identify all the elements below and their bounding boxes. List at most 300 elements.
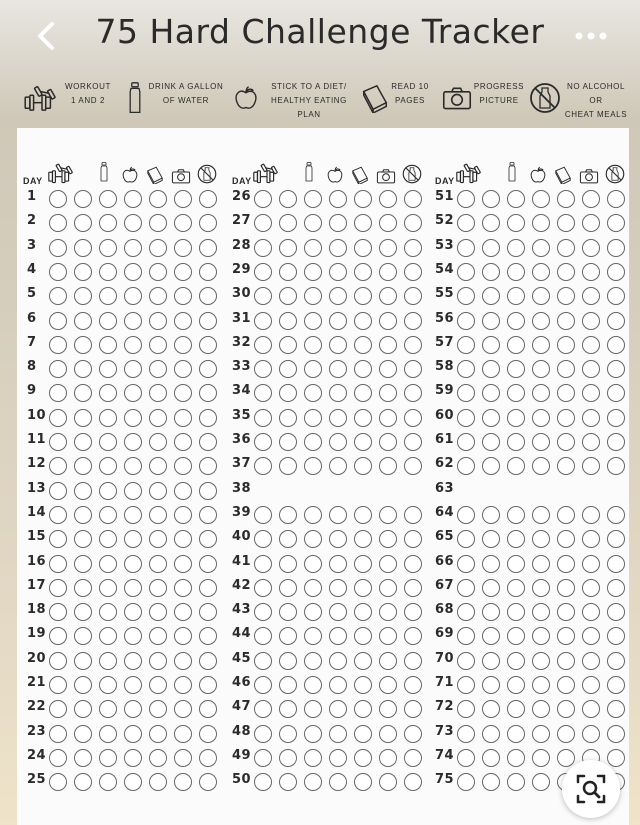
checkbox-circle[interactable] — [74, 725, 92, 743]
checkbox-circle[interactable] — [532, 263, 550, 281]
checkbox-circle[interactable] — [532, 725, 550, 743]
checkbox-circle[interactable] — [557, 555, 575, 573]
checkbox-circle[interactable] — [404, 627, 422, 645]
checkbox-circle[interactable] — [532, 287, 550, 305]
checkbox-circle[interactable] — [149, 603, 167, 621]
checkbox-circle[interactable] — [199, 263, 217, 281]
checkbox-circle[interactable] — [99, 433, 117, 451]
checkbox-circle[interactable] — [174, 652, 192, 670]
checkbox-circle[interactable] — [379, 506, 397, 524]
checkbox-circle[interactable] — [582, 652, 600, 670]
checkbox-circle[interactable] — [124, 482, 142, 500]
checkbox-circle[interactable] — [354, 773, 372, 791]
checkbox-circle[interactable] — [149, 433, 167, 451]
checkbox-circle[interactable] — [279, 555, 297, 573]
checkbox-circle[interactable] — [354, 725, 372, 743]
checkbox-circle[interactable] — [304, 384, 322, 402]
checkbox-circle[interactable] — [304, 773, 322, 791]
checkbox-circle[interactable] — [404, 506, 422, 524]
checkbox-circle[interactable] — [354, 457, 372, 475]
checkbox-circle[interactable] — [99, 627, 117, 645]
checkbox-circle[interactable] — [174, 384, 192, 402]
checkbox-circle[interactable] — [174, 457, 192, 475]
checkbox-circle[interactable] — [279, 700, 297, 718]
checkbox-circle[interactable] — [582, 555, 600, 573]
checkbox-circle[interactable] — [49, 457, 67, 475]
checkbox-circle[interactable] — [354, 700, 372, 718]
checkbox-circle[interactable] — [379, 409, 397, 427]
checkbox-circle[interactable] — [354, 409, 372, 427]
checkbox-circle[interactable] — [279, 433, 297, 451]
checkbox-circle[interactable] — [457, 506, 475, 524]
checkbox-circle[interactable] — [582, 239, 600, 257]
checkbox-circle[interactable] — [379, 603, 397, 621]
checkbox-circle[interactable] — [74, 287, 92, 305]
checkbox-circle[interactable] — [304, 360, 322, 378]
checkbox-circle[interactable] — [124, 506, 142, 524]
checkbox-circle[interactable] — [174, 749, 192, 767]
checkbox-circle[interactable] — [199, 603, 217, 621]
checkbox-circle[interactable] — [254, 627, 272, 645]
checkbox-circle[interactable] — [482, 652, 500, 670]
checkbox-circle[interactable] — [174, 263, 192, 281]
checkbox-circle[interactable] — [557, 506, 575, 524]
checkbox-circle[interactable] — [354, 336, 372, 354]
checkbox-circle[interactable] — [607, 627, 625, 645]
checkbox-circle[interactable] — [74, 579, 92, 597]
checkbox-circle[interactable] — [74, 384, 92, 402]
checkbox-circle[interactable] — [404, 336, 422, 354]
checkbox-circle[interactable] — [124, 457, 142, 475]
visual-search-button[interactable] — [562, 760, 620, 818]
checkbox-circle[interactable] — [532, 506, 550, 524]
checkbox-circle[interactable] — [457, 700, 475, 718]
checkbox-circle[interactable] — [354, 652, 372, 670]
checkbox-circle[interactable] — [199, 457, 217, 475]
checkbox-circle[interactable] — [607, 263, 625, 281]
checkbox-circle[interactable] — [199, 409, 217, 427]
checkbox-circle[interactable] — [279, 749, 297, 767]
checkbox-circle[interactable] — [482, 700, 500, 718]
checkbox-circle[interactable] — [354, 579, 372, 597]
checkbox-circle[interactable] — [607, 676, 625, 694]
checkbox-circle[interactable] — [99, 749, 117, 767]
checkbox-circle[interactable] — [557, 263, 575, 281]
checkbox-circle[interactable] — [379, 725, 397, 743]
checkbox-circle[interactable] — [507, 579, 525, 597]
checkbox-circle[interactable] — [457, 579, 475, 597]
checkbox-circle[interactable] — [149, 652, 167, 670]
checkbox-circle[interactable] — [74, 773, 92, 791]
checkbox-circle[interactable] — [482, 214, 500, 232]
checkbox-circle[interactable] — [74, 360, 92, 378]
checkbox-circle[interactable] — [457, 312, 475, 330]
checkbox-circle[interactable] — [557, 700, 575, 718]
checkbox-circle[interactable] — [254, 433, 272, 451]
checkbox-circle[interactable] — [99, 360, 117, 378]
checkbox-circle[interactable] — [557, 360, 575, 378]
checkbox-circle[interactable] — [304, 239, 322, 257]
checkbox-circle[interactable] — [329, 676, 347, 694]
checkbox-circle[interactable] — [99, 773, 117, 791]
checkbox-circle[interactable] — [124, 409, 142, 427]
checkbox-circle[interactable] — [49, 506, 67, 524]
checkbox-circle[interactable] — [254, 506, 272, 524]
checkbox-circle[interactable] — [304, 506, 322, 524]
checkbox-circle[interactable] — [507, 433, 525, 451]
checkbox-circle[interactable] — [49, 773, 67, 791]
checkbox-circle[interactable] — [304, 287, 322, 305]
checkbox-circle[interactable] — [482, 336, 500, 354]
checkbox-circle[interactable] — [254, 725, 272, 743]
checkbox-circle[interactable] — [507, 627, 525, 645]
checkbox-circle[interactable] — [379, 239, 397, 257]
checkbox-circle[interactable] — [149, 263, 167, 281]
checkbox-circle[interactable] — [149, 239, 167, 257]
checkbox-circle[interactable] — [74, 676, 92, 694]
checkbox-circle[interactable] — [607, 530, 625, 548]
checkbox-circle[interactable] — [557, 652, 575, 670]
checkbox-circle[interactable] — [149, 312, 167, 330]
checkbox-circle[interactable] — [379, 627, 397, 645]
checkbox-circle[interactable] — [379, 190, 397, 208]
checkbox-circle[interactable] — [557, 603, 575, 621]
checkbox-circle[interactable] — [99, 384, 117, 402]
checkbox-circle[interactable] — [174, 603, 192, 621]
checkbox-circle[interactable] — [74, 652, 92, 670]
checkbox-circle[interactable] — [279, 603, 297, 621]
checkbox-circle[interactable] — [404, 700, 422, 718]
checkbox-circle[interactable] — [279, 384, 297, 402]
checkbox-circle[interactable] — [329, 652, 347, 670]
checkbox-circle[interactable] — [457, 214, 475, 232]
checkbox-circle[interactable] — [354, 627, 372, 645]
checkbox-circle[interactable] — [582, 336, 600, 354]
checkbox-circle[interactable] — [199, 312, 217, 330]
checkbox-circle[interactable] — [74, 530, 92, 548]
checkbox-circle[interactable] — [254, 239, 272, 257]
checkbox-circle[interactable] — [149, 773, 167, 791]
checkbox-circle[interactable] — [49, 287, 67, 305]
checkbox-circle[interactable] — [304, 312, 322, 330]
checkbox-circle[interactable] — [482, 360, 500, 378]
checkbox-circle[interactable] — [507, 676, 525, 694]
checkbox-circle[interactable] — [74, 433, 92, 451]
checkbox-circle[interactable] — [149, 700, 167, 718]
checkbox-circle[interactable] — [507, 530, 525, 548]
checkbox-circle[interactable] — [507, 287, 525, 305]
checkbox-circle[interactable] — [507, 725, 525, 743]
checkbox-circle[interactable] — [607, 433, 625, 451]
checkbox-circle[interactable] — [457, 676, 475, 694]
checkbox-circle[interactable] — [482, 773, 500, 791]
checkbox-circle[interactable] — [557, 409, 575, 427]
checkbox-circle[interactable] — [607, 384, 625, 402]
checkbox-circle[interactable] — [582, 725, 600, 743]
checkbox-circle[interactable] — [74, 482, 92, 500]
checkbox-circle[interactable] — [99, 336, 117, 354]
checkbox-circle[interactable] — [404, 263, 422, 281]
checkbox-circle[interactable] — [582, 676, 600, 694]
checkbox-circle[interactable] — [379, 749, 397, 767]
checkbox-circle[interactable] — [124, 700, 142, 718]
checkbox-circle[interactable] — [49, 603, 67, 621]
checkbox-circle[interactable] — [279, 627, 297, 645]
checkbox-circle[interactable] — [404, 652, 422, 670]
checkbox-circle[interactable] — [329, 190, 347, 208]
checkbox-circle[interactable] — [124, 749, 142, 767]
checkbox-circle[interactable] — [379, 433, 397, 451]
checkbox-circle[interactable] — [607, 360, 625, 378]
checkbox-circle[interactable] — [557, 384, 575, 402]
checkbox-circle[interactable] — [482, 725, 500, 743]
checkbox-circle[interactable] — [532, 700, 550, 718]
checkbox-circle[interactable] — [49, 190, 67, 208]
checkbox-circle[interactable] — [507, 506, 525, 524]
checkbox-circle[interactable] — [99, 506, 117, 524]
checkbox-circle[interactable] — [279, 652, 297, 670]
checkbox-circle[interactable] — [532, 360, 550, 378]
checkbox-circle[interactable] — [379, 287, 397, 305]
checkbox-circle[interactable] — [457, 384, 475, 402]
checkbox-circle[interactable] — [329, 749, 347, 767]
checkbox-circle[interactable] — [507, 773, 525, 791]
checkbox-circle[interactable] — [404, 433, 422, 451]
checkbox-circle[interactable] — [304, 530, 322, 548]
checkbox-circle[interactable] — [379, 263, 397, 281]
checkbox-circle[interactable] — [457, 603, 475, 621]
checkbox-circle[interactable] — [49, 384, 67, 402]
checkbox-circle[interactable] — [482, 312, 500, 330]
checkbox-circle[interactable] — [404, 384, 422, 402]
checkbox-circle[interactable] — [582, 700, 600, 718]
checkbox-circle[interactable] — [482, 506, 500, 524]
checkbox-circle[interactable] — [279, 676, 297, 694]
checkbox-circle[interactable] — [329, 773, 347, 791]
checkbox-circle[interactable] — [482, 384, 500, 402]
checkbox-circle[interactable] — [457, 773, 475, 791]
checkbox-circle[interactable] — [49, 579, 67, 597]
checkbox-circle[interactable] — [99, 652, 117, 670]
checkbox-circle[interactable] — [379, 384, 397, 402]
checkbox-circle[interactable] — [557, 725, 575, 743]
checkbox-circle[interactable] — [607, 506, 625, 524]
checkbox-circle[interactable] — [99, 482, 117, 500]
checkbox-circle[interactable] — [329, 725, 347, 743]
checkbox-circle[interactable] — [379, 652, 397, 670]
checkbox-circle[interactable] — [174, 700, 192, 718]
checkbox-circle[interactable] — [354, 555, 372, 573]
checkbox-circle[interactable] — [124, 360, 142, 378]
checkbox-circle[interactable] — [607, 603, 625, 621]
checkbox-circle[interactable] — [124, 652, 142, 670]
checkbox-circle[interactable] — [532, 312, 550, 330]
checkbox-circle[interactable] — [507, 652, 525, 670]
checkbox-circle[interactable] — [304, 409, 322, 427]
checkbox-circle[interactable] — [174, 530, 192, 548]
checkbox-circle[interactable] — [607, 555, 625, 573]
checkbox-circle[interactable] — [379, 457, 397, 475]
checkbox-circle[interactable] — [174, 409, 192, 427]
checkbox-circle[interactable] — [199, 676, 217, 694]
checkbox-circle[interactable] — [507, 457, 525, 475]
checkbox-circle[interactable] — [532, 409, 550, 427]
checkbox-circle[interactable] — [149, 579, 167, 597]
checkbox-circle[interactable] — [49, 749, 67, 767]
checkbox-circle[interactable] — [99, 700, 117, 718]
checkbox-circle[interactable] — [99, 530, 117, 548]
checkbox-circle[interactable] — [99, 312, 117, 330]
checkbox-circle[interactable] — [482, 676, 500, 694]
checkbox-circle[interactable] — [404, 409, 422, 427]
checkbox-circle[interactable] — [354, 214, 372, 232]
checkbox-circle[interactable] — [507, 603, 525, 621]
checkbox-circle[interactable] — [329, 457, 347, 475]
checkbox-circle[interactable] — [404, 214, 422, 232]
checkbox-circle[interactable] — [404, 190, 422, 208]
checkbox-circle[interactable] — [532, 433, 550, 451]
checkbox-circle[interactable] — [174, 676, 192, 694]
checkbox-circle[interactable] — [329, 506, 347, 524]
checkbox-circle[interactable] — [199, 652, 217, 670]
checkbox-circle[interactable] — [254, 312, 272, 330]
checkbox-circle[interactable] — [404, 555, 422, 573]
checkbox-circle[interactable] — [482, 555, 500, 573]
checkbox-circle[interactable] — [174, 433, 192, 451]
checkbox-circle[interactable] — [304, 555, 322, 573]
checkbox-circle[interactable] — [174, 555, 192, 573]
checkbox-circle[interactable] — [557, 627, 575, 645]
checkbox-circle[interactable] — [99, 409, 117, 427]
checkbox-circle[interactable] — [99, 287, 117, 305]
checkbox-circle[interactable] — [49, 214, 67, 232]
checkbox-circle[interactable] — [74, 555, 92, 573]
checkbox-circle[interactable] — [304, 749, 322, 767]
checkbox-circle[interactable] — [582, 603, 600, 621]
checkbox-circle[interactable] — [254, 384, 272, 402]
checkbox-circle[interactable] — [482, 749, 500, 767]
checkbox-circle[interactable] — [379, 214, 397, 232]
checkbox-circle[interactable] — [49, 336, 67, 354]
checkbox-circle[interactable] — [329, 579, 347, 597]
checkbox-circle[interactable] — [457, 190, 475, 208]
checkbox-circle[interactable] — [149, 506, 167, 524]
checkbox-circle[interactable] — [329, 409, 347, 427]
checkbox-circle[interactable] — [557, 239, 575, 257]
checkbox-circle[interactable] — [557, 336, 575, 354]
checkbox-circle[interactable] — [199, 555, 217, 573]
checkbox-circle[interactable] — [99, 190, 117, 208]
checkbox-circle[interactable] — [199, 190, 217, 208]
checkbox-circle[interactable] — [279, 239, 297, 257]
checkbox-circle[interactable] — [74, 749, 92, 767]
checkbox-circle[interactable] — [482, 530, 500, 548]
checkbox-circle[interactable] — [607, 287, 625, 305]
checkbox-circle[interactable] — [354, 360, 372, 378]
checkbox-circle[interactable] — [379, 360, 397, 378]
checkbox-circle[interactable] — [507, 555, 525, 573]
checkbox-circle[interactable] — [279, 530, 297, 548]
checkbox-circle[interactable] — [482, 603, 500, 621]
checkbox-circle[interactable] — [74, 239, 92, 257]
checkbox-circle[interactable] — [304, 433, 322, 451]
checkbox-circle[interactable] — [557, 579, 575, 597]
checkbox-circle[interactable] — [482, 287, 500, 305]
checkbox-circle[interactable] — [582, 384, 600, 402]
checkbox-circle[interactable] — [49, 530, 67, 548]
checkbox-circle[interactable] — [279, 263, 297, 281]
checkbox-circle[interactable] — [124, 336, 142, 354]
checkbox-circle[interactable] — [532, 555, 550, 573]
checkbox-circle[interactable] — [74, 627, 92, 645]
checkbox-circle[interactable] — [329, 263, 347, 281]
checkbox-circle[interactable] — [124, 384, 142, 402]
checkbox-circle[interactable] — [254, 749, 272, 767]
checkbox-circle[interactable] — [74, 603, 92, 621]
checkbox-circle[interactable] — [582, 627, 600, 645]
checkbox-circle[interactable] — [557, 457, 575, 475]
checkbox-circle[interactable] — [507, 360, 525, 378]
checkbox-circle[interactable] — [354, 506, 372, 524]
checkbox-circle[interactable] — [354, 263, 372, 281]
checkbox-circle[interactable] — [174, 773, 192, 791]
checkbox-circle[interactable] — [482, 409, 500, 427]
checkbox-circle[interactable] — [457, 287, 475, 305]
checkbox-circle[interactable] — [174, 336, 192, 354]
checkbox-circle[interactable] — [199, 287, 217, 305]
checkbox-circle[interactable] — [49, 555, 67, 573]
checkbox-circle[interactable] — [254, 336, 272, 354]
checkbox-circle[interactable] — [507, 214, 525, 232]
checkbox-circle[interactable] — [582, 409, 600, 427]
checkbox-circle[interactable] — [329, 603, 347, 621]
checkbox-circle[interactable] — [354, 312, 372, 330]
checkbox-circle[interactable] — [254, 773, 272, 791]
checkbox-circle[interactable] — [354, 530, 372, 548]
checkbox-circle[interactable] — [457, 457, 475, 475]
checkbox-circle[interactable] — [199, 579, 217, 597]
checkbox-circle[interactable] — [607, 457, 625, 475]
checkbox-circle[interactable] — [482, 239, 500, 257]
checkbox-circle[interactable] — [457, 239, 475, 257]
checkbox-circle[interactable] — [124, 627, 142, 645]
checkbox-circle[interactable] — [49, 725, 67, 743]
checkbox-circle[interactable] — [379, 312, 397, 330]
checkbox-circle[interactable] — [254, 214, 272, 232]
checkbox-circle[interactable] — [99, 239, 117, 257]
checkbox-circle[interactable] — [124, 239, 142, 257]
checkbox-circle[interactable] — [124, 603, 142, 621]
checkbox-circle[interactable] — [174, 214, 192, 232]
checkbox-circle[interactable] — [304, 336, 322, 354]
checkbox-circle[interactable] — [329, 384, 347, 402]
checkbox-circle[interactable] — [379, 336, 397, 354]
checkbox-circle[interactable] — [124, 287, 142, 305]
checkbox-circle[interactable] — [329, 360, 347, 378]
checkbox-circle[interactable] — [254, 555, 272, 573]
checkbox-circle[interactable] — [304, 457, 322, 475]
checkbox-circle[interactable] — [149, 287, 167, 305]
checkbox-circle[interactable] — [607, 652, 625, 670]
checkbox-circle[interactable] — [199, 214, 217, 232]
checkbox-circle[interactable] — [99, 555, 117, 573]
checkbox-circle[interactable] — [582, 214, 600, 232]
checkbox-circle[interactable] — [279, 579, 297, 597]
checkbox-circle[interactable] — [99, 457, 117, 475]
checkbox-circle[interactable] — [254, 190, 272, 208]
checkbox-circle[interactable] — [379, 773, 397, 791]
checkbox-circle[interactable] — [457, 433, 475, 451]
